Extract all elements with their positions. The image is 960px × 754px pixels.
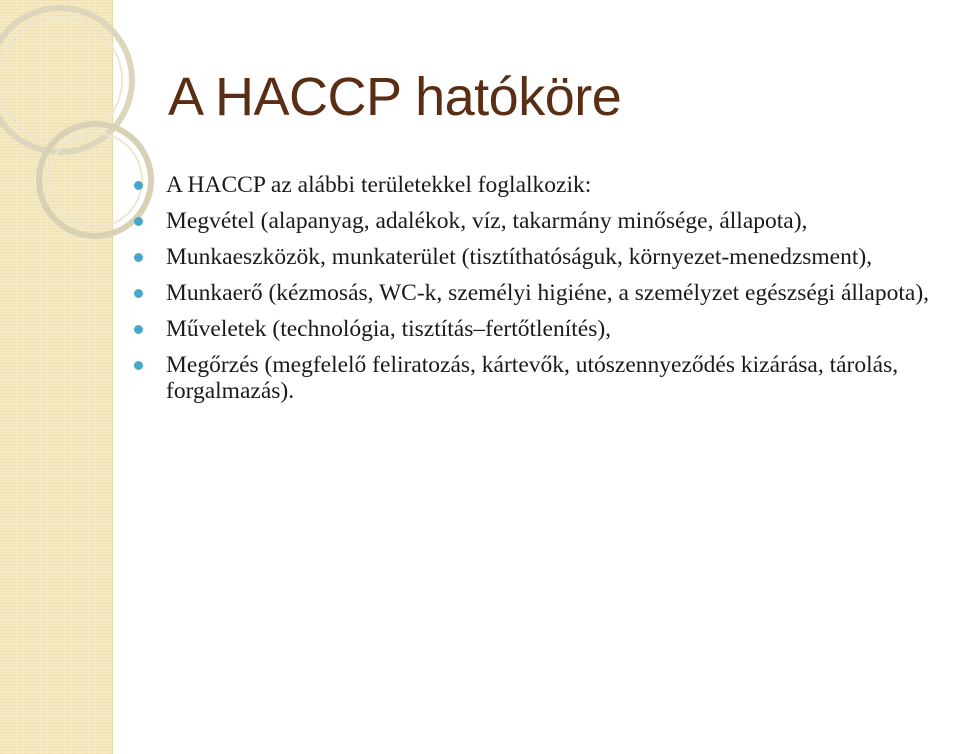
bullet-dot-icon [134, 181, 143, 190]
bullet-text: Munkaerő (kézmosás, WC-k, személyi higiéne, a személyzet egészségi állapota), [166, 280, 930, 306]
bullet-item [134, 208, 954, 234]
bullet-item [134, 172, 954, 198]
bullet-dot-icon [134, 289, 143, 298]
bullet-dot-icon [134, 361, 143, 370]
bullet-dot-icon [134, 217, 143, 226]
bullet-item [134, 280, 954, 306]
bullet-text: Munkaeszközök, munkaterület (tisztíthatóságuk, környezet-menedzsment), [166, 244, 873, 270]
bullet-text: Műveletek (technológia, tisztítás–fertőtlenítés), [166, 316, 612, 342]
bullet-dot-icon [134, 325, 143, 334]
bullet-item [134, 244, 954, 270]
bullet-item [134, 352, 954, 404]
bullet-text: Megőrzés (megfelelő feliratozás, kártevők, utószennyeződés kizárása, tárolás, forgalmazás). [166, 352, 899, 404]
bullet-text: Megvétel (alapanyag, adalékok, víz, takarmány minősége, állapota), [166, 208, 808, 234]
slide-title: A HACCP hatóköre [168, 67, 622, 127]
bullet-list [134, 172, 954, 414]
bullet-dot-icon [134, 253, 143, 262]
bullet-item [134, 316, 954, 342]
bullet-text: A HACCP az alábbi területekkel foglalkozik: [166, 172, 592, 198]
